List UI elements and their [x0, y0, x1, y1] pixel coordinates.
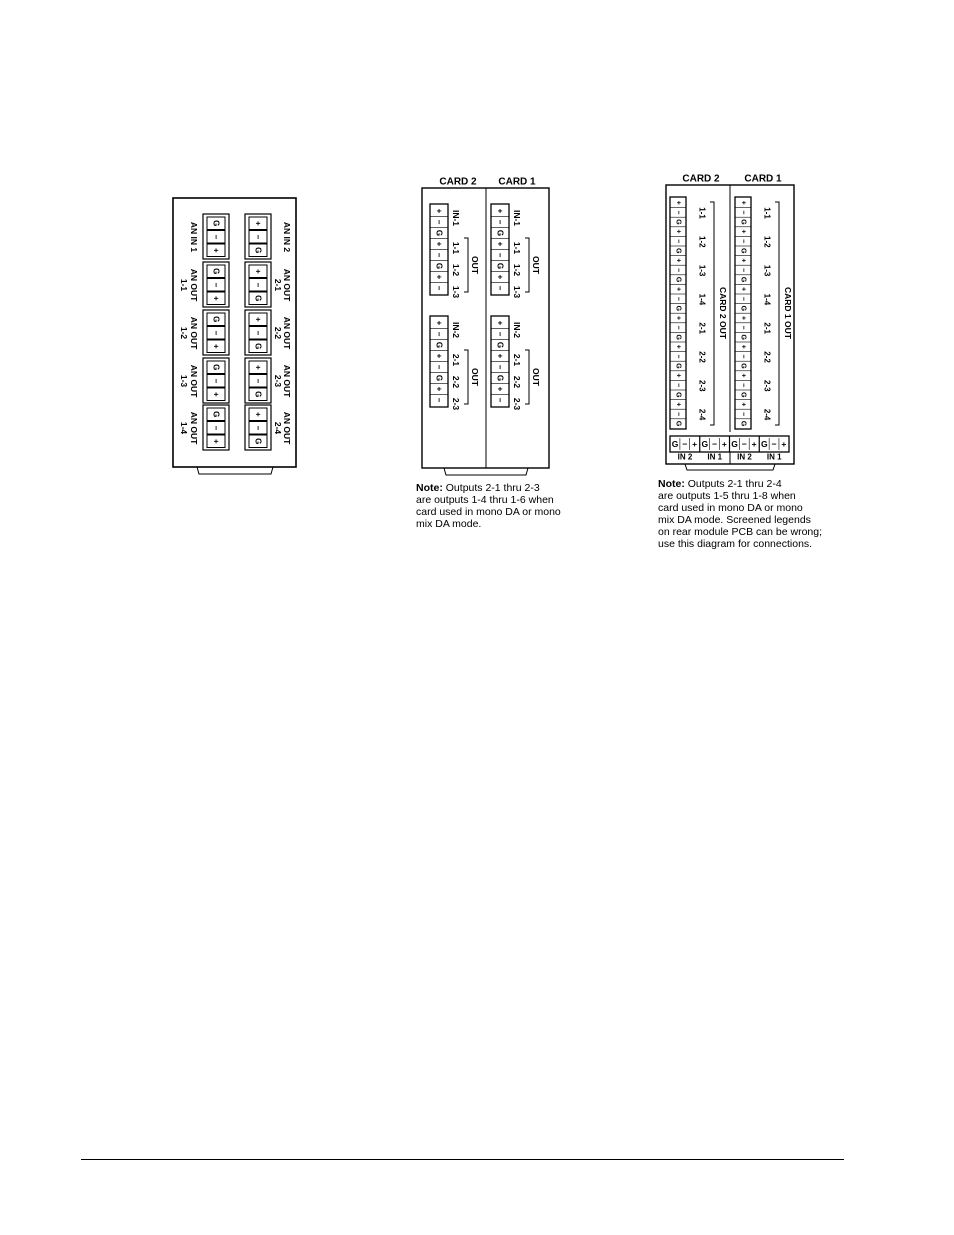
pin-label: G — [495, 229, 505, 237]
note-line-3: card used in mono DA or mono — [658, 502, 803, 514]
pin-label: + — [495, 320, 505, 326]
pin-label: G — [674, 219, 682, 225]
pin-label: + — [739, 287, 747, 292]
pin-label: + — [495, 274, 505, 280]
pin-label: − — [739, 354, 747, 359]
pin-label: − — [253, 282, 263, 288]
pin-label: − — [495, 219, 505, 225]
pin-label: − — [741, 439, 747, 449]
pin-label: G — [671, 439, 679, 449]
note-line-1: Outputs 2-1 thru 2-3 — [445, 482, 540, 494]
footer-rule — [81, 1159, 844, 1160]
pin-label: G — [495, 374, 505, 382]
pin-label: − — [674, 210, 682, 215]
pin-label: − — [253, 330, 263, 336]
input-label: IN 1 — [766, 452, 782, 462]
pin-label: − — [739, 239, 747, 244]
note-line-6: use this diagram for connections. — [658, 538, 813, 550]
pin-label: + — [495, 386, 505, 392]
pin-label: − — [674, 354, 682, 359]
pin-label: − — [674, 383, 682, 388]
connector-label: 2-2 — [273, 326, 283, 340]
pin-label: + — [253, 268, 263, 274]
pin-label: + — [211, 295, 221, 301]
pin-label: − — [771, 439, 777, 449]
connector-label: 1-1 — [179, 278, 189, 292]
pin-label: G — [253, 438, 263, 445]
module-tab — [685, 464, 775, 470]
pin-label: − — [211, 425, 221, 431]
connector-label: 1-4 — [179, 421, 189, 435]
pin-label: + — [739, 402, 747, 407]
pin-label: G — [434, 229, 444, 237]
output-label: 1-3 — [697, 264, 707, 277]
connector-label: AN IN 2 — [282, 221, 292, 253]
pin-label: + — [253, 316, 263, 322]
pin-label: − — [739, 210, 747, 215]
pin-label: + — [674, 229, 682, 234]
input-label: IN 1 — [707, 452, 723, 462]
pin-label: G — [739, 305, 747, 312]
input-label: IN-2 — [451, 321, 461, 339]
pin-label: G — [253, 391, 263, 398]
pin-label: + — [211, 247, 221, 253]
pin-label: G — [253, 343, 263, 350]
output-label: 1-2 — [762, 236, 772, 248]
note-line-4: mix DA mode. Screened legends — [658, 514, 811, 526]
pin-label: G — [253, 247, 263, 254]
pin-label: + — [739, 258, 747, 263]
card-out-label: CARD 2 OUT — [718, 287, 728, 339]
pin-label: G — [211, 220, 221, 227]
output-label: 2-2 — [697, 351, 707, 363]
pin-label: − — [495, 285, 505, 291]
pin-label: + — [434, 353, 444, 359]
pin-label: − — [253, 234, 263, 240]
connector-label: AN OUT — [189, 364, 199, 398]
card-out-label: CARD 1 OUT — [783, 287, 793, 339]
pin-label: G — [211, 268, 221, 275]
input-label: IN-1 — [451, 209, 461, 227]
pin-label: G — [760, 439, 768, 449]
connector-label: AN OUT — [189, 268, 199, 302]
output-label: 2-1 — [762, 322, 772, 334]
pin-label: − — [674, 325, 682, 330]
out-label: OUT — [531, 368, 541, 386]
pin-label: G — [674, 305, 682, 312]
note-lead: Note: — [416, 482, 443, 494]
pin-label: G — [674, 420, 682, 427]
output-label: 2-2 — [512, 375, 522, 389]
pin-label: G — [739, 248, 747, 254]
pin-label: G — [495, 341, 505, 349]
pin-label: − — [674, 296, 682, 301]
pin-label: + — [253, 364, 263, 370]
input-label: IN-2 — [512, 321, 522, 339]
pin-label: + — [495, 241, 505, 247]
pin-label: − — [739, 411, 747, 417]
output-label: 1-1 — [762, 207, 772, 219]
pin-label: + — [211, 391, 221, 397]
pin-label: + — [434, 274, 444, 280]
pin-label: + — [739, 344, 747, 349]
output-label: 2-3 — [512, 397, 522, 411]
pin-label: G — [739, 219, 747, 225]
pin-label: G — [739, 363, 747, 369]
pin-label: − — [434, 252, 444, 258]
module-tab — [197, 467, 273, 474]
dual-card-rear-module-panel-3-out — [422, 177, 549, 476]
pin-label: G — [495, 262, 505, 270]
card-2-title: CARD 2 — [682, 173, 720, 185]
pin-label: − — [253, 378, 263, 384]
pin-label: + — [211, 438, 221, 444]
output-label: 2-1 — [512, 353, 522, 367]
output-label: 1-4 — [697, 293, 707, 306]
connector-label: AN OUT — [189, 411, 199, 445]
note-line-1: Outputs 2-1 thru 2-4 — [687, 478, 782, 490]
pin-label: G — [674, 248, 682, 254]
pin-label: + — [495, 353, 505, 359]
pin-label: − — [682, 439, 688, 449]
connector-label: AN OUT — [189, 316, 199, 350]
pin-label: + — [739, 200, 747, 205]
pin-label: + — [674, 373, 682, 378]
pin-label: + — [781, 439, 787, 449]
out-label: OUT — [531, 256, 541, 274]
pin-label: − — [434, 331, 444, 337]
pin-label: G — [434, 374, 444, 382]
pin-label: − — [495, 252, 505, 258]
pin-label: + — [674, 287, 682, 292]
output-label: 2-4 — [697, 408, 707, 421]
note-line-5: on rear module PCB can be wrong; — [658, 526, 823, 538]
input-label: IN 2 — [677, 452, 693, 462]
pin-label: + — [434, 208, 444, 214]
output-label: 1-3 — [762, 264, 772, 277]
pin-label: G — [211, 316, 221, 323]
pin-label: G — [674, 276, 682, 283]
pin-label: + — [495, 208, 505, 214]
pin-label: G — [739, 334, 747, 340]
pin-label: + — [674, 315, 682, 321]
pin-label: − — [674, 411, 682, 417]
pin-label: − — [495, 331, 505, 337]
output-label: 2-4 — [762, 408, 772, 421]
pin-label: − — [495, 364, 505, 370]
pin-label: − — [739, 383, 747, 388]
pin-label: + — [674, 344, 682, 349]
pin-label: + — [253, 220, 263, 226]
connector-label: 2-1 — [273, 278, 283, 292]
output-label: 2-3 — [451, 397, 461, 411]
pin-label: − — [211, 330, 221, 336]
pin-label: G — [253, 295, 263, 302]
pin-label: − — [674, 239, 682, 244]
output-label: 1-2 — [512, 263, 522, 277]
pin-label: G — [674, 334, 682, 340]
pin-label: + — [674, 200, 682, 205]
pin-label: − — [712, 439, 718, 449]
output-label: 2-2 — [451, 375, 461, 389]
note-line-2: are outputs 1-5 thru 1-8 when — [658, 490, 796, 502]
connector-label: 2-3 — [273, 374, 283, 388]
pin-label: − — [211, 282, 221, 288]
pin-label: + — [434, 386, 444, 392]
connector-label: AN OUT — [282, 316, 292, 350]
connector-label: 2-4 — [273, 421, 283, 435]
card-1-title: CARD 1 — [744, 173, 782, 185]
input-label: IN-1 — [512, 209, 522, 227]
analog-rear-module-panel — [173, 198, 296, 474]
connector-label: 1-2 — [179, 326, 189, 340]
output-label: 1-1 — [697, 207, 707, 219]
note-line-4: mix DA mode. — [416, 518, 482, 530]
input-label: IN 2 — [737, 452, 752, 462]
pin-label: − — [434, 219, 444, 225]
pin-label: + — [674, 402, 682, 407]
pin-label: − — [434, 364, 444, 370]
pin-label: + — [739, 373, 747, 378]
pin-label: + — [739, 229, 747, 234]
output-label: 1-4 — [762, 293, 772, 306]
output-label: 2-2 — [762, 351, 772, 363]
pin-label: − — [739, 325, 747, 330]
connector-label: AN IN 1 — [189, 221, 199, 253]
pin-label: + — [211, 343, 221, 349]
connector-label: AN OUT — [282, 411, 292, 445]
pin-label: − — [211, 378, 221, 384]
module-b-note — [416, 482, 561, 530]
module-c-note — [658, 478, 822, 550]
note-lead: Note: — [658, 478, 685, 490]
pin-label: G — [211, 364, 221, 371]
output-label: 2-1 — [451, 353, 461, 367]
output-label: 1-1 — [451, 241, 461, 255]
pin-label: − — [674, 267, 682, 273]
pin-label: + — [253, 411, 263, 417]
pin-label: G — [701, 439, 709, 449]
output-label: 1-3 — [512, 285, 522, 299]
pin-label: G — [731, 439, 738, 449]
pin-label: + — [434, 320, 444, 326]
pin-label: G — [739, 392, 747, 398]
pin-label: G — [434, 262, 444, 270]
pin-label: G — [674, 392, 682, 398]
output-label: 1-3 — [451, 285, 461, 299]
output-label: 2-3 — [697, 380, 707, 392]
output-label: 2-1 — [697, 322, 707, 334]
dual-card-rear-module-panel-4-out — [666, 174, 794, 471]
note-line-3: card used in mono DA or mono — [416, 506, 561, 518]
note-line-2: are outputs 1-4 thru 1-6 when — [416, 494, 554, 506]
pin-label: − — [495, 397, 505, 403]
pin-label: G — [211, 411, 221, 418]
output-label: 1-2 — [697, 236, 707, 248]
pin-label: − — [434, 397, 444, 403]
pin-label: − — [739, 267, 747, 273]
pin-label: − — [211, 234, 221, 240]
pin-label: + — [721, 439, 727, 449]
pin-label: G — [739, 276, 747, 283]
pin-label: G — [674, 363, 682, 369]
connector-label: 1-3 — [179, 374, 189, 388]
output-label: 2-3 — [762, 380, 772, 392]
pin-label: + — [674, 258, 682, 263]
pin-label: + — [739, 315, 747, 321]
connector-label: AN OUT — [282, 268, 292, 302]
connector-label: AN OUT — [282, 364, 292, 398]
pin-label: G — [739, 420, 747, 427]
output-label: 1-2 — [451, 263, 461, 277]
card-2-title: CARD 2 — [439, 176, 477, 188]
pin-label: G — [434, 341, 444, 349]
pin-label: − — [434, 285, 444, 291]
pin-label: + — [434, 241, 444, 247]
pin-label: − — [253, 425, 263, 431]
pin-label: + — [751, 439, 757, 449]
out-label: OUT — [470, 368, 480, 386]
output-label: 1-1 — [512, 241, 522, 255]
card-1-title: CARD 1 — [498, 176, 536, 188]
pin-label: + — [692, 439, 698, 449]
module-tab — [444, 468, 528, 475]
pin-label: − — [739, 296, 747, 301]
out-label: OUT — [470, 256, 480, 274]
